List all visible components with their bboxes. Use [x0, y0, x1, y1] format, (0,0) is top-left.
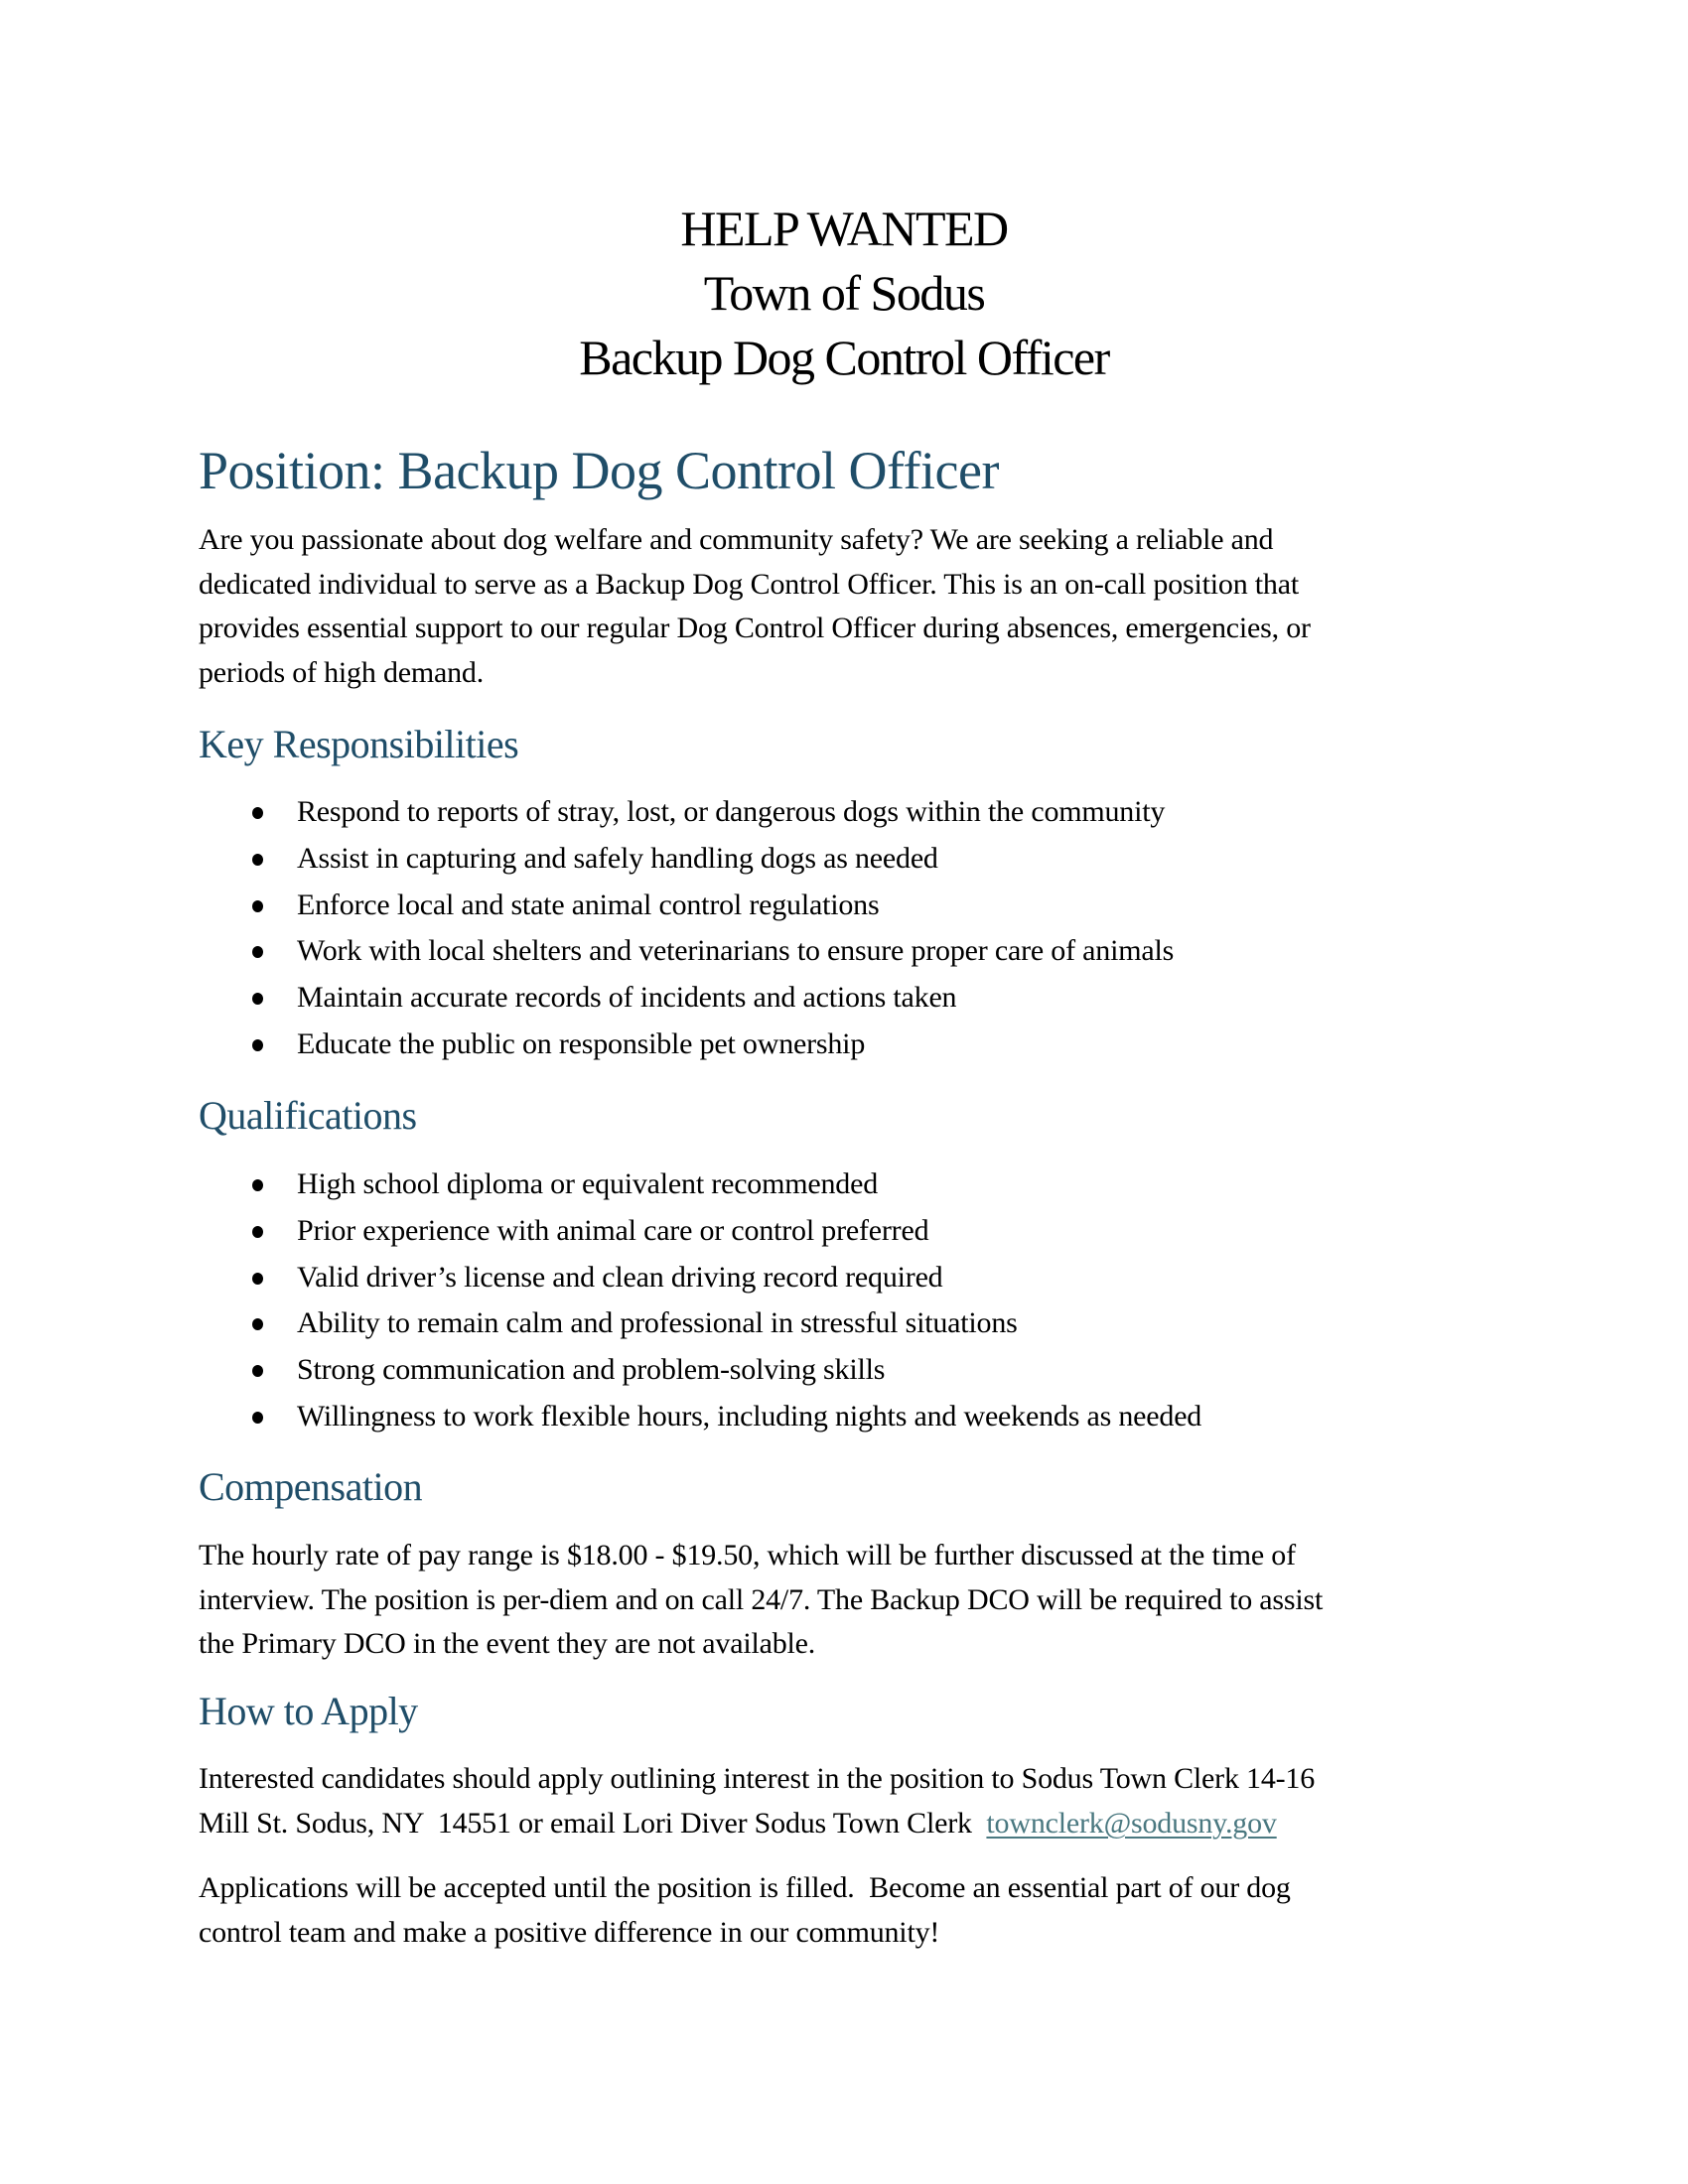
responsibilities-heading: Key Responsibilities	[199, 722, 519, 766]
list-item: Enforce local and state animal control regulations	[199, 883, 1489, 929]
paragraph-line: The hourly rate of pay range is $18.00 - $19.50, which will be further discussed at the time of	[199, 1539, 1296, 1571]
position-intro-paragraph	[199, 518, 1489, 695]
list-item: Valid driver’s license and clean driving record required	[199, 1255, 1489, 1301]
bullet-icon	[252, 1039, 263, 1051]
paragraph-line: provides essential support to our regular Dog Control Officer during absences, emergencies, or	[199, 612, 1311, 644]
paragraph-line: interview. The position is per-diem and on call 24/7. The Backup DCO will be required to assist	[199, 1582, 1324, 1616]
bullet-icon	[252, 1273, 263, 1285]
list-item: Maintain accurate records of incidents and actions taken	[199, 975, 1489, 1022]
title-town-name: Town of Sodus	[703, 265, 985, 321]
compensation-heading: Compensation	[199, 1464, 423, 1509]
paragraph-line: Are you passionate about dog welfare and community safety? We are seeking a reliable and	[199, 523, 1274, 556]
bullet-icon	[252, 1226, 263, 1238]
list-item: Respond to reports of stray, lost, or dangerous dogs within the community	[199, 789, 1489, 836]
paragraph-line: periods of high demand.	[199, 655, 485, 689]
bullet-icon	[252, 1365, 263, 1377]
list-item: Prior experience with animal care or control preferred	[199, 1208, 1489, 1255]
paragraph-line: Interested candidates should apply outlining interest in the position to Sodus Town Clerk 14-16	[199, 1762, 1316, 1795]
apply-address-text: Mill St. Sodus, NY 14551 or email Lori Diver Sodus Town Clerk	[199, 1806, 987, 1840]
bullet-icon	[252, 946, 263, 958]
bullet-icon	[252, 1179, 263, 1191]
position-heading: Position: Backup Dog Control Officer	[199, 441, 999, 500]
title-help-wanted: HELP WANTED	[680, 201, 1008, 256]
paragraph-line: dedicated individual to serve as a Backup Dog Control Officer. This is an on-call position that	[199, 567, 1299, 601]
how-to-apply-heading: How to Apply	[199, 1689, 418, 1733]
bullet-icon	[252, 993, 263, 1005]
paragraph-line: Applications will be accepted until the position is filled. Become an essential part of our dog	[199, 1871, 1291, 1904]
compensation-paragraph	[199, 1534, 1489, 1667]
paragraph-line: the Primary DCO in the event they are not available.	[199, 1627, 816, 1660]
email-link[interactable]: townclerk@sodusny.gov	[986, 1806, 1277, 1840]
apply-paragraph	[199, 1757, 1489, 1845]
bullet-icon	[252, 900, 263, 912]
qualifications-heading: Qualifications	[199, 1093, 417, 1138]
bullet-icon	[252, 854, 263, 866]
document-title-block	[0, 197, 1688, 390]
bullet-icon	[252, 1412, 263, 1424]
responsibilities-list	[199, 789, 1489, 1068]
list-item: Work with local shelters and veterinarians to ensure proper care of animals	[199, 928, 1489, 975]
paragraph-line: control team and make a positive difference in our community!	[199, 1915, 940, 1949]
bullet-icon	[252, 1318, 263, 1330]
bullet-icon	[252, 807, 263, 819]
list-item: High school diploma or equivalent recommended	[199, 1161, 1489, 1208]
paragraph-line	[199, 1802, 1489, 1846]
title-job-name: Backup Dog Control Officer	[579, 330, 1109, 385]
list-item: Strong communication and problem-solving skills	[199, 1347, 1489, 1394]
closing-paragraph	[199, 1866, 1489, 1955]
qualifications-list	[199, 1161, 1489, 1440]
list-item: Willingness to work flexible hours, including nights and weekends as needed	[199, 1394, 1489, 1440]
list-item: Ability to remain calm and professional in stressful situations	[199, 1300, 1489, 1347]
list-item: Assist in capturing and safely handling dogs as needed	[199, 836, 1489, 883]
list-item: Educate the public on responsible pet ownership	[199, 1022, 1489, 1068]
